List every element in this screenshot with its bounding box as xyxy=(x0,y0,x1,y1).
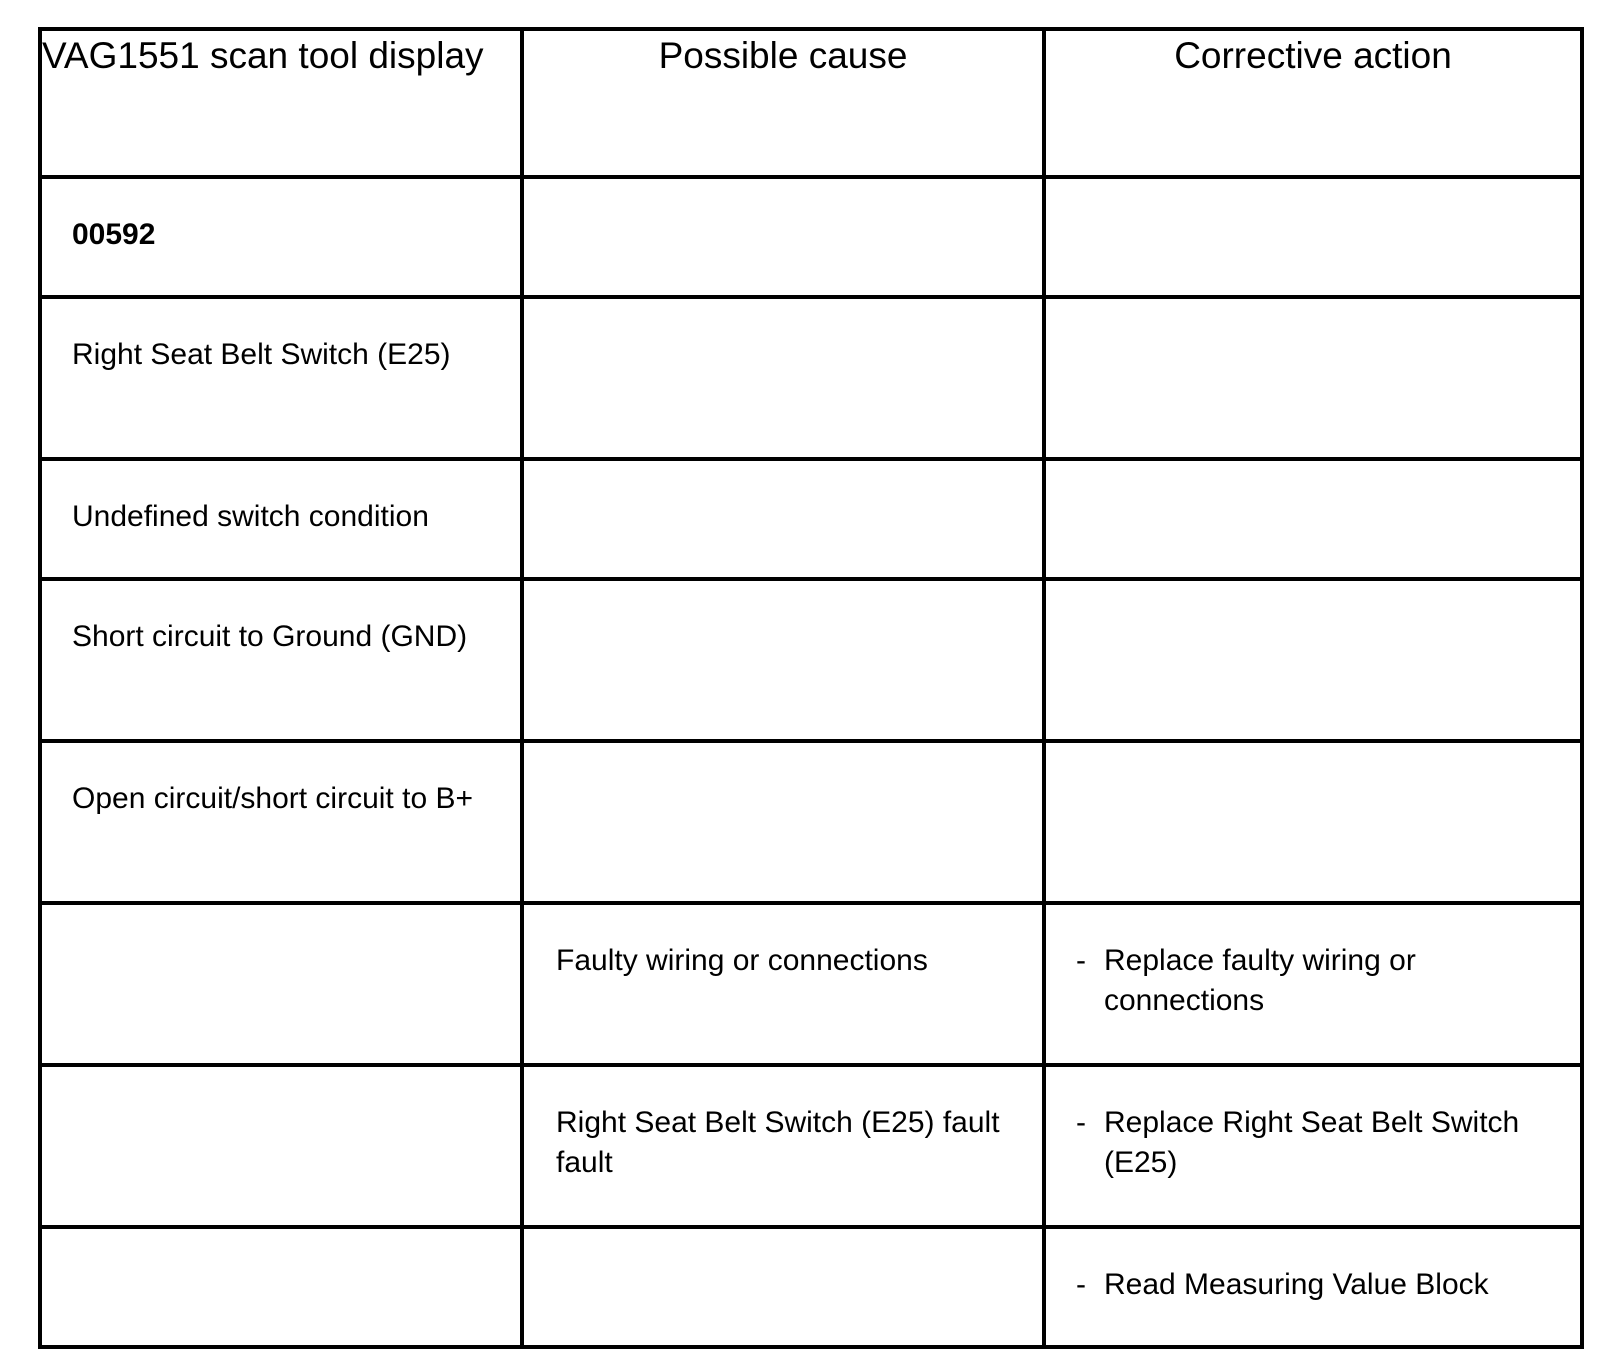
display-cell xyxy=(40,459,522,579)
dash-bullet: - xyxy=(1076,1268,1086,1301)
cause-cell xyxy=(522,1065,1044,1227)
corrective-action-item xyxy=(1046,1229,1580,1305)
component-name: Right Seat Belt Switch (E25) xyxy=(72,338,451,371)
cause-cell xyxy=(522,297,1044,459)
cause-cell xyxy=(522,903,1044,1065)
header-corrective-action: Corrective action xyxy=(1044,29,1582,177)
header-scan-tool-display: VAG1551 scan tool display xyxy=(40,29,522,177)
cause-cell xyxy=(522,741,1044,903)
display-cell xyxy=(40,177,522,297)
table-row xyxy=(40,1227,1582,1347)
table-row xyxy=(40,579,1582,741)
display-cell xyxy=(40,1227,522,1347)
fault-description: Undefined switch condition xyxy=(72,500,429,533)
corrective-action-item xyxy=(1046,905,1580,1021)
table-row xyxy=(40,1065,1582,1227)
corrective-action-item xyxy=(1046,1067,1580,1183)
corrective-action-text: Read Measuring Value Block xyxy=(1104,1268,1489,1301)
possible-cause-text: Right Seat Belt Switch (E25) fault fault xyxy=(556,1106,1000,1179)
action-cell xyxy=(1044,297,1582,459)
action-cell xyxy=(1044,177,1582,297)
cause-cell xyxy=(522,1227,1044,1347)
display-cell xyxy=(40,903,522,1065)
display-cell xyxy=(40,1065,522,1227)
dash-bullet: - xyxy=(1076,1106,1086,1139)
action-cell xyxy=(1044,1065,1582,1227)
table-row xyxy=(40,177,1582,297)
header-possible-cause: Possible cause xyxy=(522,29,1044,177)
dash-bullet: - xyxy=(1076,944,1086,977)
display-cell xyxy=(40,741,522,903)
display-cell xyxy=(40,579,522,741)
table-row xyxy=(40,903,1582,1065)
table-row xyxy=(40,297,1582,459)
possible-cause-text: Faulty wiring or connections xyxy=(556,944,928,977)
action-cell xyxy=(1044,903,1582,1065)
fault-description: Open circuit/short circuit to B+ xyxy=(72,782,473,815)
action-cell xyxy=(1044,579,1582,741)
table-row xyxy=(40,741,1582,903)
cause-cell xyxy=(522,579,1044,741)
corrective-action-text: Replace Right Seat Belt Switch (E25) xyxy=(1104,1106,1520,1179)
corrective-action-text: Replace faulty wiring or connections xyxy=(1104,944,1416,1017)
fault-code: 00592 xyxy=(72,218,156,251)
action-cell xyxy=(1044,459,1582,579)
action-cell xyxy=(1044,1227,1582,1347)
diagnostic-table xyxy=(38,27,1584,1349)
action-cell xyxy=(1044,741,1582,903)
table-header-row xyxy=(40,29,1582,177)
table-row xyxy=(40,459,1582,579)
display-cell xyxy=(40,297,522,459)
cause-cell xyxy=(522,459,1044,579)
fault-description: Short circuit to Ground (GND) xyxy=(72,620,468,653)
cause-cell xyxy=(522,177,1044,297)
